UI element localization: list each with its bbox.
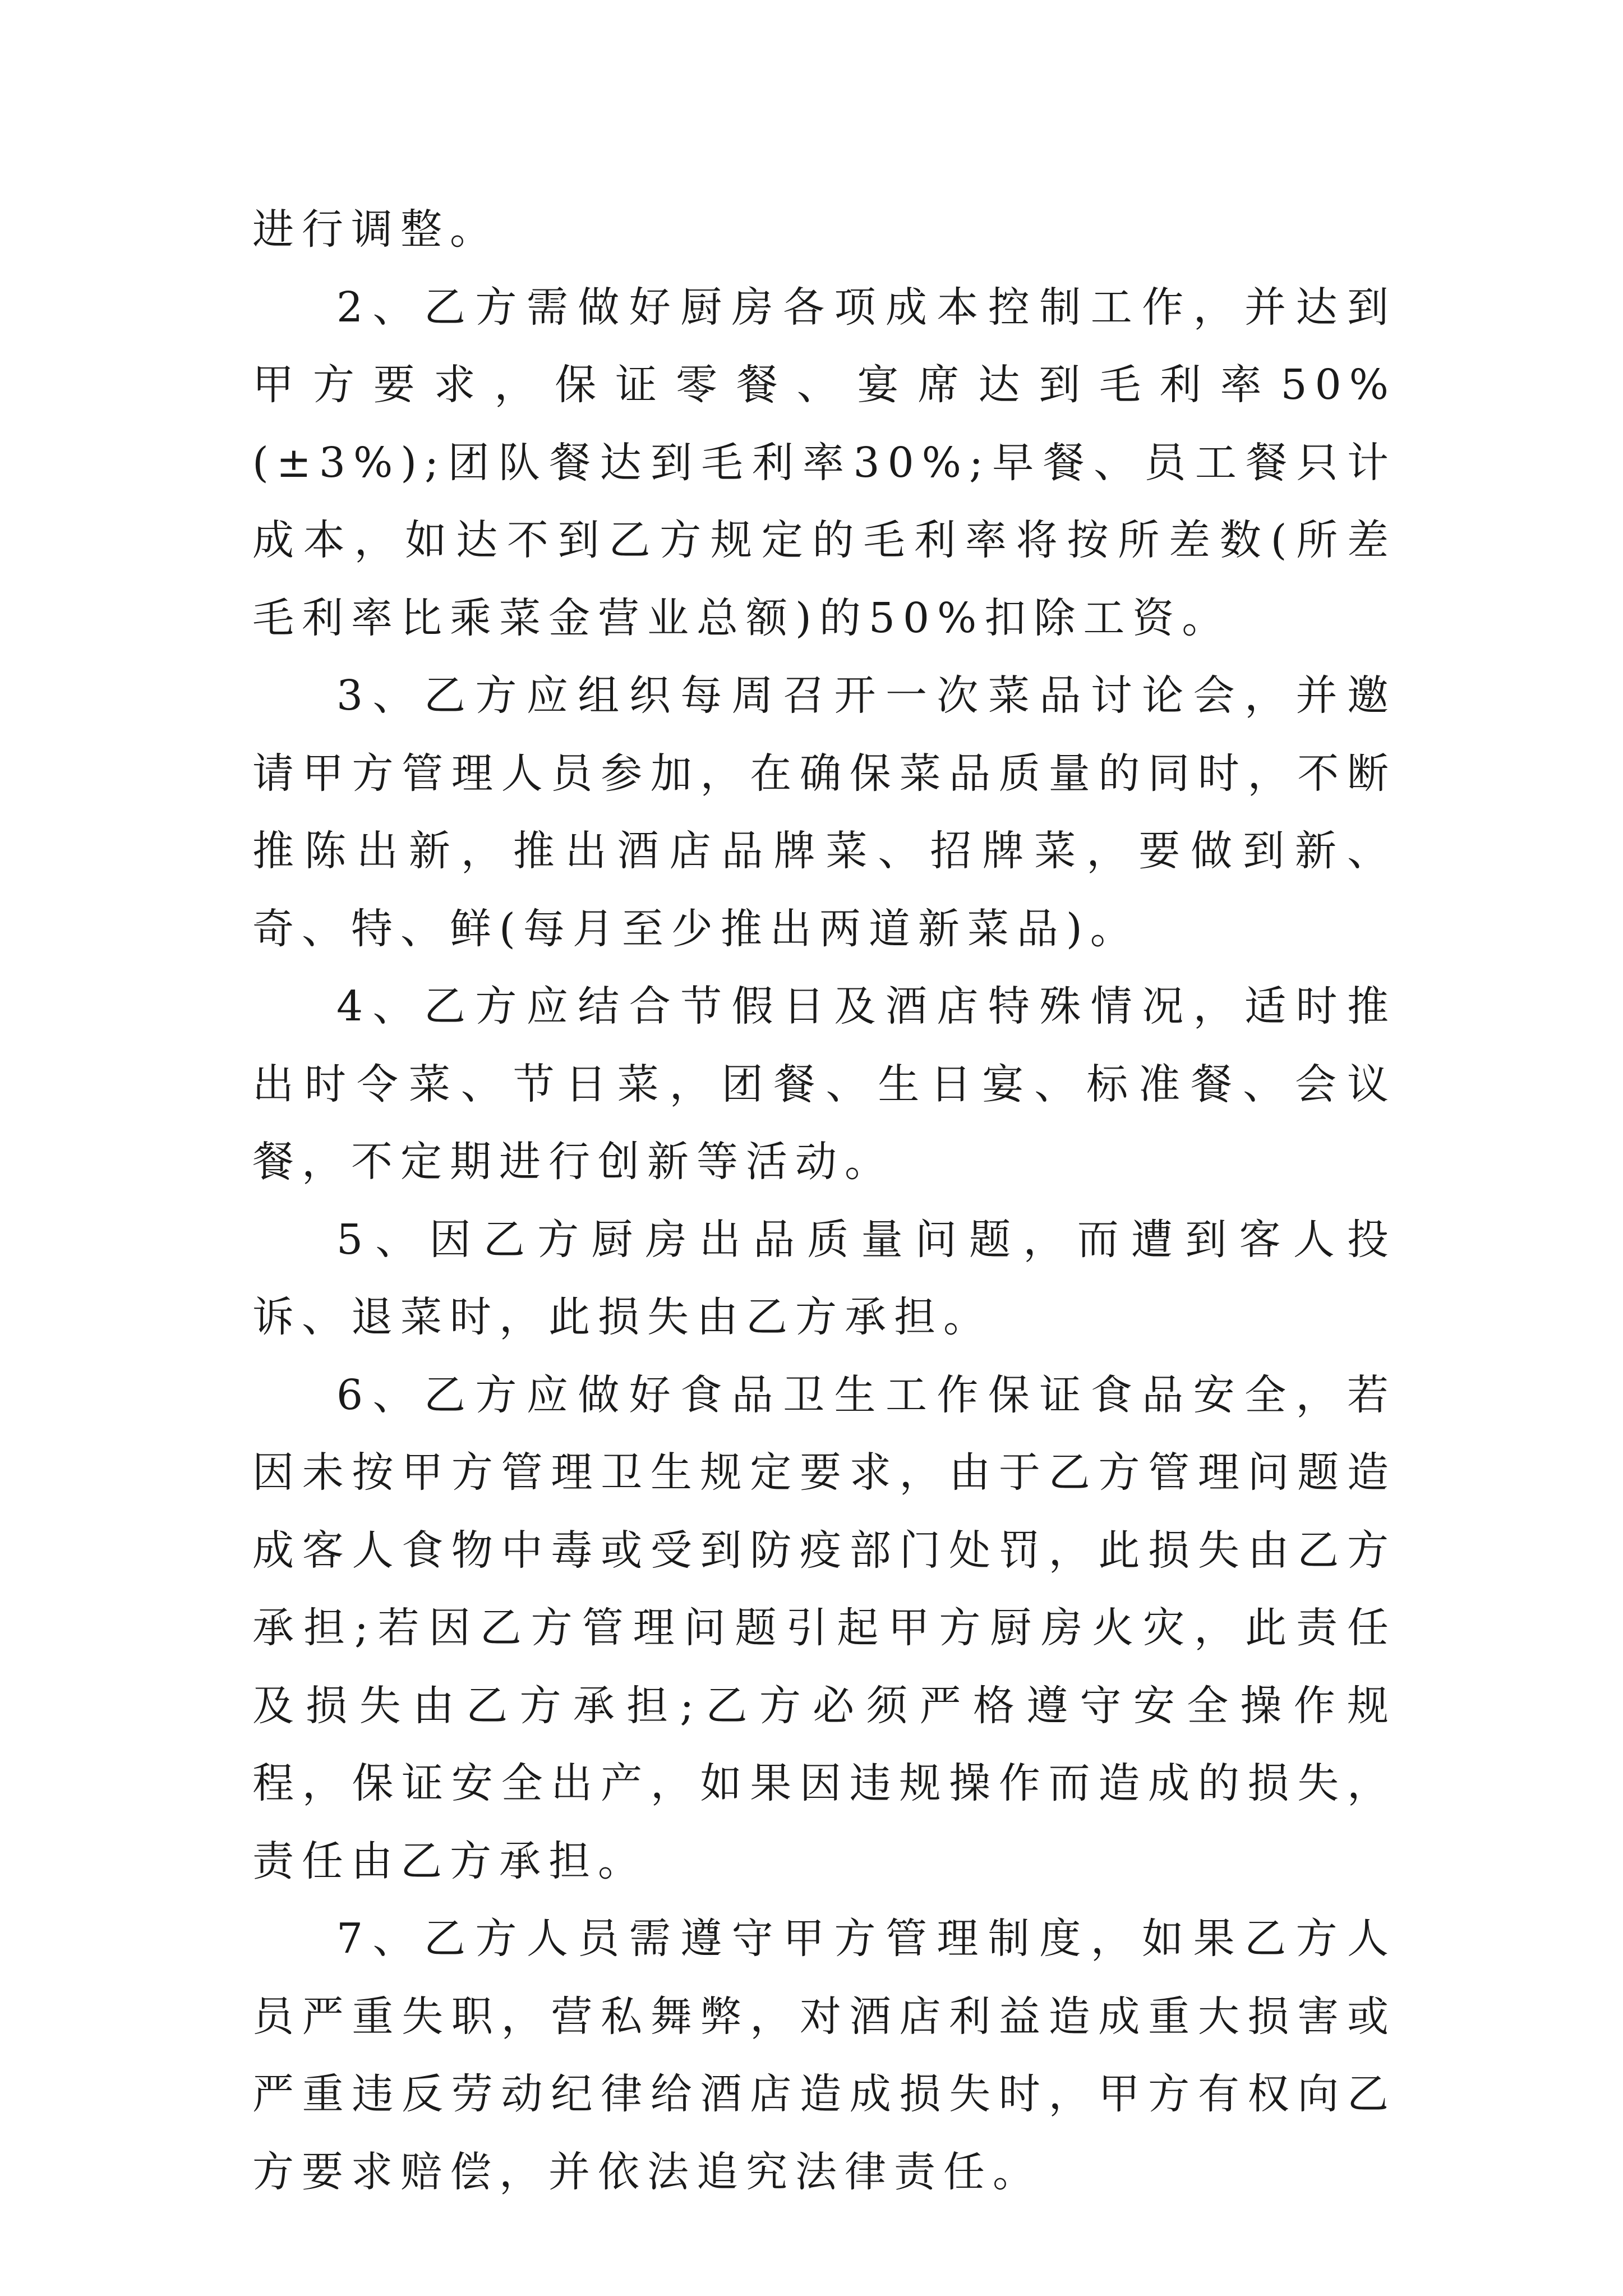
document-body xyxy=(252,191,1396,2211)
paragraph-clause-4: 4、乙方应结合节假日及酒店特殊情况，适时推出时令菜、节日菜，团餐、生日宴、标准餐、会议餐，不定期进行创新等活动。 xyxy=(252,982,1396,1186)
paragraph-continuation: 进行调整。 xyxy=(252,205,499,254)
paragraph-clause-7: 7、乙方人员需遵守甲方管理制度，如果乙方人员严重失职，营私舞弊，对酒店利益造成重大损害或严重违反劳动纪律给酒店造成损失时，甲方有权向乙方要求赔偿，并依法追究法律责任。 xyxy=(252,1915,1396,2196)
paragraph-clause-2: 2、乙方需做好厨房各项成本控制工作，并达到甲方要求，保证零餐、宴席达到毛利率50%(±3%);团队餐达到毛利率30%;早餐、员工餐只计成本，如达不到乙方规定的毛利率将按所差数(所差毛利率比乘菜金营业总额)的50%扣除工资。 xyxy=(252,283,1396,642)
paragraph-clause-6: 6、乙方应做好食品卫生工作保证食品安全，若因未按甲方管理卫生规定要求，由于乙方管理问题造成客人食物中毒或受到防疫部门处罚，此损失由乙方承担;若因乙方管理问题引起甲方厨房火灾，此责任及损失由乙方承担;乙方必须严格遵守安全操作规程，保证安全出产，如果因违规操作而造成的损失，责任由乙方承担。 xyxy=(252,1370,1396,1885)
paragraph-clause-5: 5、因乙方厨房出品质量问题，而遭到客人投诉、退菜时，此损失由乙方承担。 xyxy=(252,1215,1396,1341)
paragraph-clause-3: 3、乙方应组织每周召开一次菜品讨论会，并邀请甲方管理人员参加，在确保菜品质量的同时，不断推陈出新，推出酒店品牌菜、招牌菜，要做到新、奇、特、鲜(每月至少推出两道新菜品)。 xyxy=(252,671,1396,953)
